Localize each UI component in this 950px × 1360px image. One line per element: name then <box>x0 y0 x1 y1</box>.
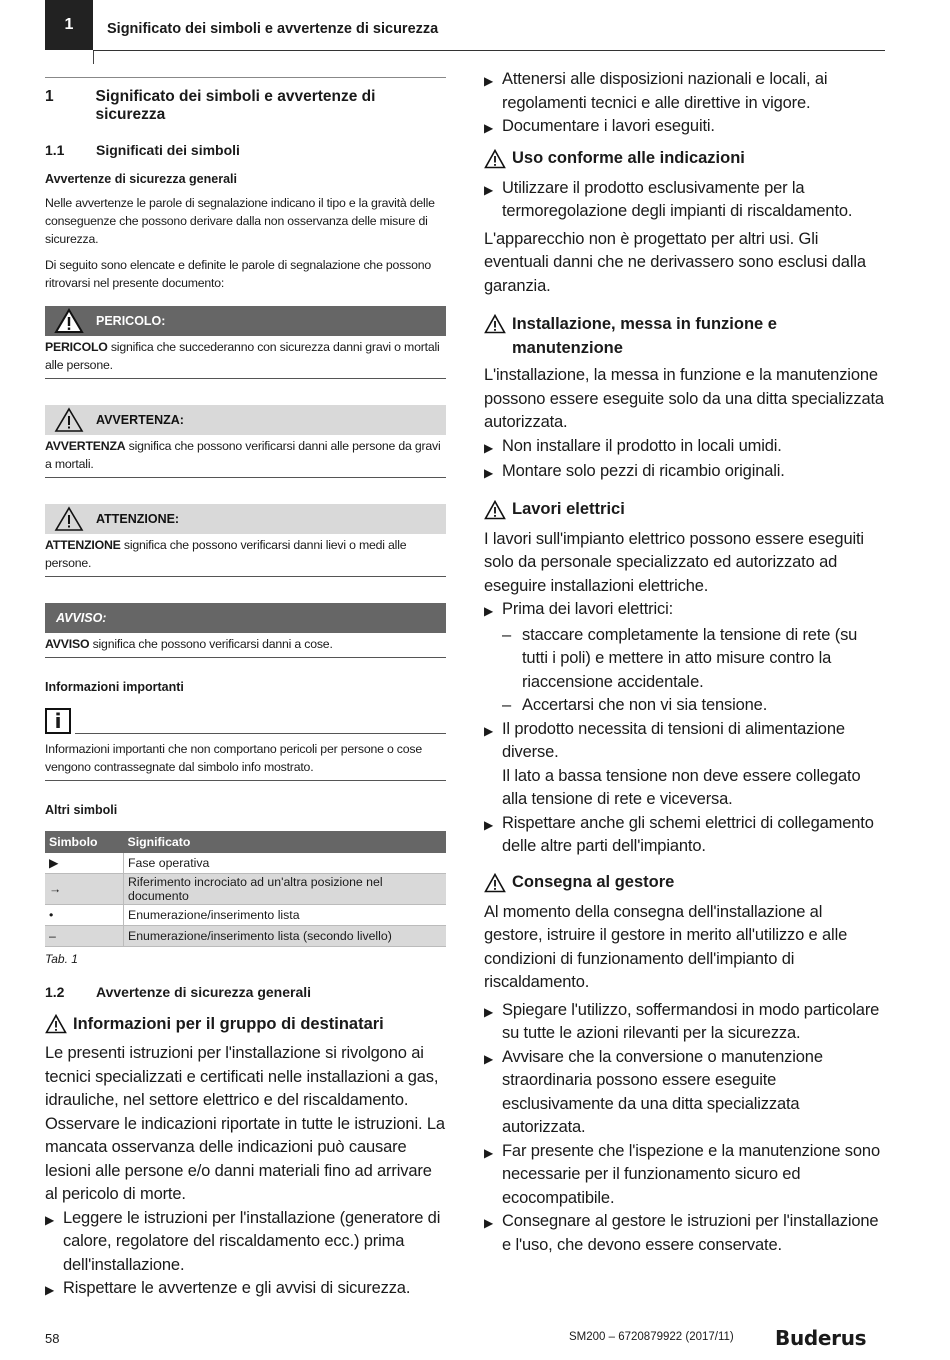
warning-triangle-icon <box>54 308 84 334</box>
section-title: Significato dei simboli e avvertenze di sicurezza <box>95 88 376 123</box>
warning-triangle-icon <box>484 873 506 893</box>
subsection-number: 1.2 <box>45 984 65 1000</box>
list-item <box>484 718 885 812</box>
list-item <box>484 435 885 461</box>
step-arrow-icon: ▶ <box>45 1283 55 1297</box>
step-arrow-icon: ▶ <box>484 817 494 832</box>
list-item <box>45 1277 446 1303</box>
subsection-heading-2 <box>45 984 446 1000</box>
danger-word: PERICOLO <box>45 340 108 354</box>
paragraph-handover: Al momento della consegna dell'installazione al gestore, istruire il gestore in merito all'utilizzo e alle condizioni di funzionamento dell'impianto di riscaldamento. <box>484 902 848 991</box>
left-column <box>45 77 446 1303</box>
step-arrow-icon: ▶ <box>484 182 494 197</box>
list-item-text: Leggere le istruzioni per l'installazione (generatore di calore, regolatore del riscaldamento ecc.) prima dell'installazione. <box>63 1208 441 1274</box>
info-text: Informazioni importanti che non comportano pericoli per persone o cose vengono contrassegnate dal simbolo info mostrato. <box>45 740 446 781</box>
right-column <box>484 68 885 1257</box>
sub-list-item-text: staccare completamente la tensione di rete (su tutti i poli) e mettere in atto misure contro la riaccensione accidentale. <box>522 625 858 691</box>
list-item <box>484 999 885 1046</box>
sub-heading-general: Avvertenze di sicurezza generali <box>45 172 237 186</box>
step-arrow-icon: ▶ <box>484 74 494 88</box>
list-item <box>45 1207 446 1278</box>
caution-description: significa che possono verificarsi danni lievi o medi alle persone. <box>45 538 407 570</box>
dash-marker: – <box>502 625 512 644</box>
table-cell-symbol: – <box>45 926 124 947</box>
paragraph-intro: Nelle avvertenze le parole di segnalazione indicano il tipo e la gravità delle conseguenze che possono derivare dalla non osservanza delle misure di sicurezza. <box>45 196 435 246</box>
danger-text <box>45 338 446 379</box>
step-arrow-icon: ▶ <box>484 604 494 618</box>
sub-list-item <box>502 694 885 718</box>
list-item <box>484 1210 885 1257</box>
section-rule <box>45 77 446 78</box>
step-arrow-icon: ▶ <box>484 1004 494 1019</box>
paragraph-electrical: I lavori sull'impianto elettrico possono essere eseguiti solo da personale specializzato ed autorizzato ad eseguire installazioni elettriche. <box>484 529 864 595</box>
subsection-heading <box>45 142 446 158</box>
table-header-row <box>45 831 446 853</box>
list-item-text: Il prodotto necessita di tensioni di alimentazione diverse. <box>502 719 845 761</box>
caution-bar <box>45 504 446 534</box>
step-arrow-icon: ▶ <box>484 1051 494 1066</box>
list-item <box>484 460 885 486</box>
info-symbol-row <box>45 708 446 734</box>
step-arrow-icon: ▶ <box>484 121 494 135</box>
step-arrow-icon: ▶ <box>484 1216 494 1230</box>
notice-bar <box>45 603 446 633</box>
list-item <box>484 812 885 859</box>
caution-label: ATTENZIONE: <box>96 512 180 526</box>
header-title: Significato dei simboli e avvertenze di sicurezza <box>107 21 439 37</box>
step-arrow-icon: ▶ <box>484 723 494 738</box>
table-row <box>45 874 446 905</box>
list-item-text: Non installare il prodotto in locali umidi. <box>502 436 782 455</box>
notice-description: significa che possono verificarsi danni a cose. <box>89 637 333 651</box>
danger-description: significa che succederanno con sicurezza danni gravi o mortali alle persone. <box>45 340 440 372</box>
notice-label: AVVISO: <box>56 611 107 625</box>
header-divider <box>93 50 94 64</box>
list-item-text: Far presente che l'ispezione e la manutenzione sono necessarie per il funzionamento sicuro ed ecocompatibile. <box>502 1141 880 1207</box>
table-cell-symbol: → <box>45 874 124 905</box>
paragraph-intended-use: L'apparecchio non è progettato per altri usi. Gli eventuali danni che ne derivassero sono esclusi dalla garanzia. <box>484 229 866 295</box>
danger-label: PERICOLO: <box>96 314 166 328</box>
list-item-text: Il lato a bassa tensione non deve essere collegato alla tensione di rete e viceversa. <box>502 766 861 808</box>
list-item <box>484 598 885 624</box>
list-item-text: Attenersi alle disposizioni nazionali e locali, ai regolamenti tecnici e alle direttive in vigore. <box>502 70 828 112</box>
table-cell-symbol: ▶ <box>45 853 124 874</box>
table-row <box>45 905 446 926</box>
caution-text <box>45 536 446 577</box>
table-cell-meaning: Fase operativa <box>124 853 447 874</box>
list-item-text: Prima dei lavori elettrici: <box>502 600 674 618</box>
caution-word: ATTENZIONE <box>45 538 121 552</box>
subsection-title: Significati dei simboli <box>96 142 240 158</box>
warning-triangle-icon <box>45 1014 67 1034</box>
info-icon: i <box>45 708 71 734</box>
symbols-table <box>45 831 446 947</box>
sub-heading-symbols: Altri simboli <box>45 803 118 817</box>
heading-handover-text: Consegna al gestore <box>512 873 675 891</box>
heading-installation-text: Installazione, messa in funzione e manutenzione <box>512 315 777 357</box>
list-item <box>484 1046 885 1140</box>
warning-description: significa che possono verificarsi danni alle persone da gravi a mortali. <box>45 439 441 471</box>
dash-marker: – <box>502 696 512 714</box>
table-cell-meaning: Enumerazione/inserimento lista (secondo livello) <box>124 926 447 947</box>
heading-handover <box>484 873 885 893</box>
danger-bar <box>45 306 446 336</box>
subsection-title: Avvertenze di sicurezza generali <box>96 984 312 1000</box>
sub-list-item-text: Accertarsi che non vi sia tensione. <box>522 696 768 714</box>
warning-triangle-icon <box>54 506 84 532</box>
paragraph-installation: L'installazione, la messa in funzione e la manutenzione possono essere eseguite solo da una ditta specializzata autorizzata. <box>484 366 884 431</box>
brand-logo: Buderus <box>775 1326 867 1350</box>
step-arrow-icon: ▶ <box>484 466 494 480</box>
list-item-text: Utilizzare il prodotto esclusivamente per la termoregolazione degli impianti di riscaldamento. <box>502 178 853 220</box>
heading-intended-use-text: Uso conforme alle indicazioni <box>512 149 745 167</box>
list-item <box>484 1140 885 1211</box>
sub-heading-info: Informazioni importanti <box>45 680 184 694</box>
document-id: SM200 – 6720879922 (2017/11) <box>569 1331 734 1343</box>
subsection-number: 1.1 <box>45 142 65 158</box>
paragraph-target-group: Le presenti istruzioni per l'installazione si rivolgono ai tecnici specializzati e certificati nelle installazioni a gas, idrauliche, nel settore elettrico e del riscaldamento. Osservare le indicazioni riportate in tutte le istruzioni. La mancata osservanza delle indicazioni può causare lesioni alle persone e/o danni materiali fino ad arrivare al pericolo di morte. <box>45 1044 445 1203</box>
warning-label: AVVERTENZA: <box>96 413 184 427</box>
list-item-text: Consegnare al gestore le istruzioni per l'installazione e l'uso, che devono essere conservate. <box>502 1212 879 1254</box>
warning-triangle-icon <box>54 407 84 433</box>
table-caption: Tab. 1 <box>45 952 78 966</box>
table-header-meaning: Significato <box>124 831 447 853</box>
step-arrow-icon: ▶ <box>45 1212 55 1227</box>
heading-intended-use <box>484 149 885 169</box>
list-item-text: Avvisare che la conversione o manutenzione straordinaria possono essere eseguite esclusivamente da una ditta specializzata autorizzata. <box>502 1047 823 1136</box>
list-item <box>484 115 885 141</box>
table-cell-meaning: Riferimento incrociato ad un'altra posizione nel documento <box>124 874 447 905</box>
list-item-text: Rispettare anche gli schemi elettrici di collegamento delle altre parti dell'impianto. <box>502 813 874 855</box>
table-header-symbol: Simbolo <box>45 831 124 853</box>
heading-electrical <box>484 500 885 520</box>
list-item-body <box>502 718 885 812</box>
list-item-text: Documentare i lavori eseguiti. <box>502 117 715 135</box>
list-item <box>484 177 885 224</box>
warning-text <box>45 437 446 478</box>
warning-triangle-icon <box>484 314 506 334</box>
list-item-text: Rispettare le avvertenze e gli avvisi di sicurezza. <box>63 1279 411 1297</box>
step-arrow-icon: ▶ <box>484 1145 494 1160</box>
section-number: 1 <box>45 88 54 105</box>
step-arrow-icon: ▶ <box>484 440 494 455</box>
list-item-text: Montare solo pezzi di ricambio originali. <box>502 462 785 480</box>
table-row <box>45 926 446 947</box>
notice-word: AVVISO <box>45 637 90 651</box>
list-item-text: Spiegare l'utilizzo, soffermandosi in modo particolare su tutte le azioni rilevanti per la sicurezza. <box>502 1000 880 1042</box>
warning-triangle-icon <box>484 500 506 520</box>
chapter-number: 1 <box>45 0 93 50</box>
table-cell-symbol: • <box>45 905 124 926</box>
heading-installation <box>484 312 885 360</box>
warning-triangle-icon <box>484 149 506 169</box>
header-rule <box>93 50 885 51</box>
heading-target-group <box>45 1014 446 1034</box>
table-cell-meaning: Enumerazione/inserimento lista <box>124 905 447 926</box>
notice-text <box>45 635 446 658</box>
warning-bar <box>45 405 446 435</box>
heading-electrical-text: Lavori elettrici <box>512 500 625 518</box>
page-number: 58 <box>45 1331 60 1346</box>
list-item <box>484 68 885 115</box>
heading-target-group-text: Informazioni per il gruppo di destinatari <box>73 1014 384 1033</box>
info-rule <box>75 733 446 734</box>
sub-list-item <box>502 624 885 695</box>
warning-word: AVVERTENZA <box>45 439 126 453</box>
paragraph-list-intro: Di seguito sono elencate e definite le parole di segnalazione che possono ritrovarsi nel presente documento: <box>45 258 432 290</box>
table-row <box>45 853 446 874</box>
section-heading <box>45 88 446 124</box>
